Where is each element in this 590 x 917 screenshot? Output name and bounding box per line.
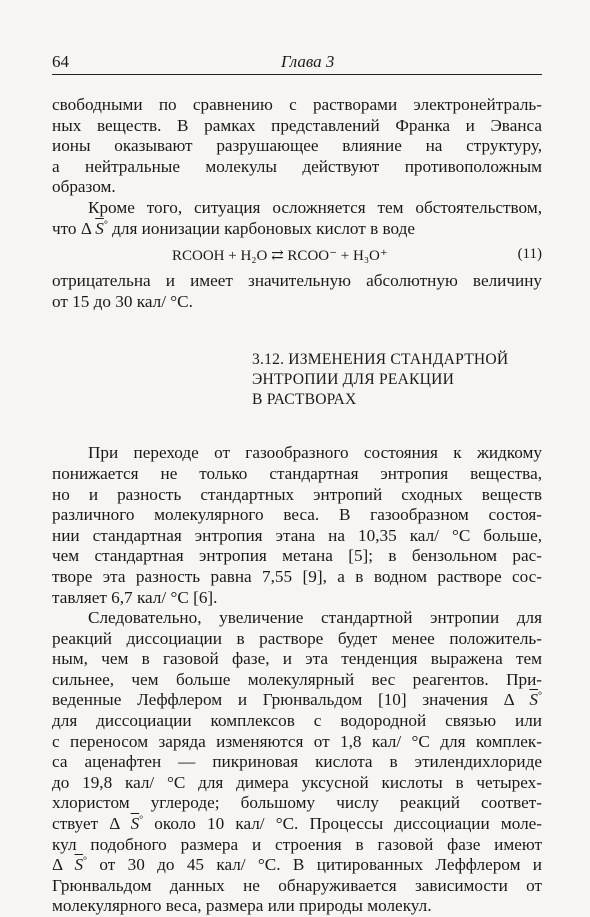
text-line: творе эта разность равна 7,55 [9], а в водном растворе сос- [52, 566, 542, 586]
text-line: При переходе от газообразного состояния к жидкому [88, 443, 542, 463]
text-line: свободными по сравнению с растворами электронейтраль- [52, 95, 542, 114]
text-line: но и разность стандартных энтропий сходных веществ [52, 484, 542, 504]
text-line: от 15 до 30 кал/ °С. [52, 291, 193, 311]
text-line: различного молекулярного веса. В газообразном состоя- [52, 505, 542, 525]
book-page [52, 48, 542, 917]
paragraph-value [52, 271, 542, 312]
entropy-symbol: $\overline{S}$ [74, 855, 84, 875]
entropy-symbol: $\overline{S}$ [529, 690, 538, 710]
equation-number: (11) [517, 246, 542, 263]
text-line: ионы оказывают разрушающее влияние на структуру, [52, 136, 542, 156]
text-line: молекулярного веса, размера или природы молекул. [52, 896, 432, 916]
text-line: са аценафтен — пикриновая кислота в этилендихлориде [52, 752, 542, 772]
text-line: ных веществ. В рамках представлений Франка и Эванса [52, 115, 542, 135]
equation-row [52, 241, 542, 271]
text-line: хлористом углероде; большому числу реакций соответ- [52, 793, 542, 813]
chemical-equation: RCOOH + H₂O ⇄ RCOO⁻ + H₃O⁺ [172, 248, 388, 265]
text-line: образом. [52, 177, 116, 197]
text-line: для диссоциации комплексов с водородной связью или [52, 711, 542, 731]
section-heading [252, 350, 542, 410]
text-line: реакций диссоциации в растворе будет менее положитель- [52, 628, 542, 648]
text-line: Следовательно, увеличение стандартной энтропии для [88, 608, 542, 628]
chapter-title: Глава 3 [281, 52, 335, 71]
paragraph-gas-to-liquid [52, 443, 542, 608]
section-heading-line: В РАСТВОРАХ [252, 391, 357, 409]
running-head [52, 48, 542, 75]
text-line: тавляет 6,7 кал/ °С [6]. [52, 587, 218, 607]
text-line: Кроме того, ситуация осложняется тем обстоятельством, [88, 197, 542, 217]
text-line: а нейтральные молекулы действуют противоположным [52, 156, 542, 176]
text-line: отрицательна и имеет значительную абсолютную величину [52, 271, 542, 291]
section-heading-line: ЭНТРОПИИ ДЛЯ РЕАКЦИИ [252, 371, 455, 389]
text-line: до 19,8 кал/ °С для димера уксусной кислоты в четырех- [52, 772, 542, 792]
text-line: с переносом заряда изменяются от 1,8 кал/ °С для комплек- [52, 731, 542, 751]
text-line: Δ $\overline{S}^\circ$ от 30 до 45 кал/ °С. В цитированных Леффлером и [52, 855, 542, 875]
entropy-symbol: $\overline{S}$ [130, 814, 140, 834]
paragraph-ionization [52, 198, 542, 239]
text-line: ствует Δ $\overline{S}^\circ$ около 10 кал/ °С. Процессы диссоциации моле- [52, 814, 543, 834]
text-line: сильнее, чем больше молекулярный вес реагентов. При- [52, 669, 542, 689]
text-line: понижается не только стандартная энтропия вещества, [52, 463, 542, 483]
text-line: нии стандартная энтропия этана на 10,35 кал/ °С больше, [52, 525, 542, 545]
text-line: Грюнвальдом данных не обнаруживается зависимости от [52, 875, 542, 895]
text-line: чем стандартная энтропия метана [5]; в бензольном рас- [52, 546, 542, 566]
text-line: кул подобного размера и строения в газовой фазе имеют [52, 834, 542, 854]
text-line: что Δ $\overline{S}^\circ$ для ионизации карбоновых кислот в воде [52, 218, 415, 238]
paragraph-dissociation [52, 608, 542, 917]
section-heading-line: 3.12. ИЗМЕНЕНИЯ СТАНДАРТНОЙ [252, 351, 509, 369]
entropy-symbol: $\overline{S}$ [95, 218, 104, 238]
page-number: 64 [52, 52, 69, 71]
text-line: веденные Леффлером и Грюнвальдом [10] значения Δ $\overline{S}^\circ$ [52, 690, 542, 710]
text-line: ным, чем в газовой фазе, и эта тенденция выражена тем [52, 649, 542, 669]
paragraph-continuation [52, 95, 542, 198]
